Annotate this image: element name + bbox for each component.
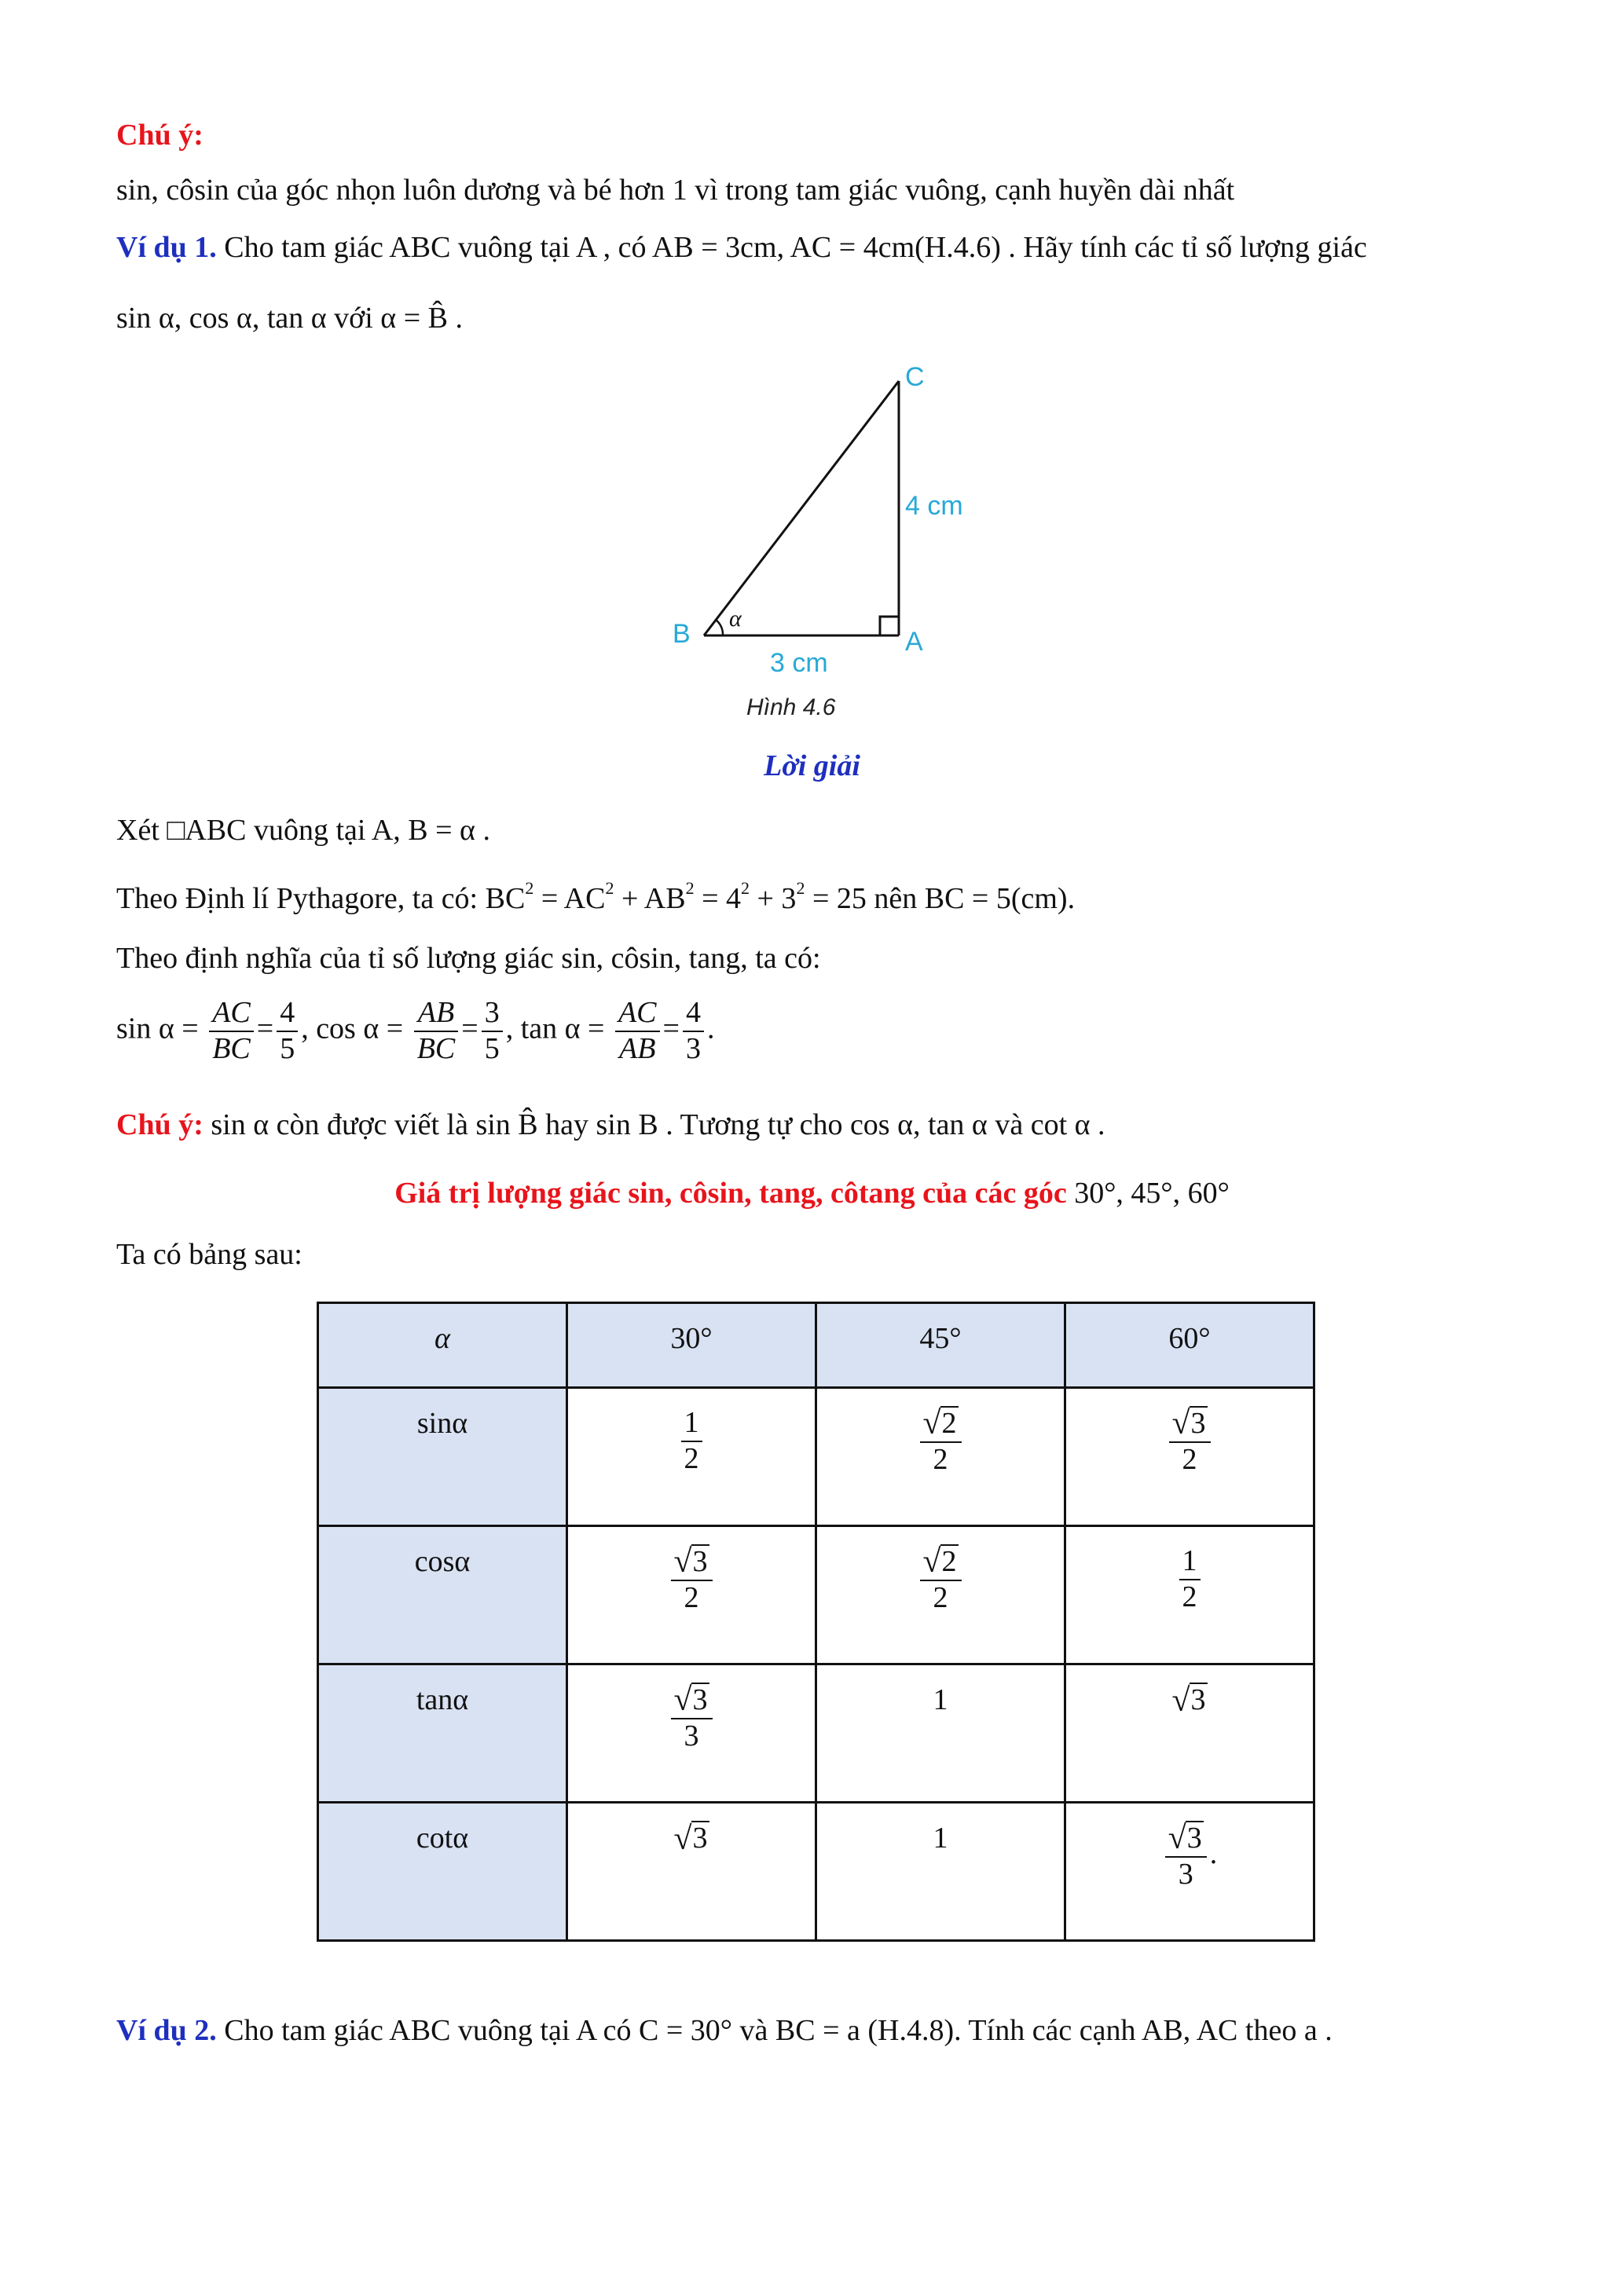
fraction-3-5: $\frac{3}{5}$ (482, 996, 503, 1066)
angle-alpha-label: α (729, 606, 742, 632)
vertex-b-label: B (673, 619, 691, 649)
header-cell: 60° (1065, 1303, 1314, 1388)
value-cell: 1 (816, 1803, 1065, 1941)
value-cell: √ 3 (1065, 1664, 1314, 1803)
value-cell: 1 (816, 1664, 1065, 1803)
table-header-row (318, 1303, 1314, 1388)
pythagore-term: = AC (533, 882, 606, 915)
value-cell: √ $\frac{3}{3}$ (567, 1664, 816, 1803)
section-title-text: Giá trị lượng giác sin, côsin, tang, côtang của các góc (394, 1177, 1067, 1210)
equals: = (662, 1012, 680, 1045)
right-angle-mark (880, 617, 899, 635)
value-cell: $\frac{1}{2}$ (567, 1388, 816, 1526)
example2-text: Cho tam giác ABC vuông tại A có C = 30° và BC = a (H.4.8). Tính các cạnh AB, AC theo a . (216, 2014, 1333, 2047)
exponent: 2 (525, 878, 534, 898)
pythagore-suffix: = 25 nên BC = 5(cm). (805, 882, 1076, 915)
exponent: 2 (685, 878, 695, 898)
side-ac-label: 4 cm (905, 491, 963, 521)
example1-label: Ví dụ 1. (116, 231, 217, 264)
solution-line1: Xét □ABC vuông tại A, B = α . (116, 814, 490, 847)
pythagore-term: + 3 (750, 882, 797, 915)
table-row (318, 1664, 1314, 1803)
exponent: 2 (741, 878, 750, 898)
trig-values-table (317, 1302, 1315, 1942)
value-cell: √ 3 (567, 1803, 816, 1941)
fraction-ac-bc: $\frac{AC}{BC}$ (209, 996, 254, 1066)
angle-arc (716, 620, 723, 635)
example2-label: Ví dụ 2. (116, 2014, 217, 2047)
exponent: 2 (605, 878, 614, 898)
table-row (318, 1388, 1314, 1526)
example1-line2: sin α, cos α, tan α với α = B̂ . (116, 302, 463, 335)
note2-heading: Chú ý: (116, 1108, 203, 1141)
side-bc (704, 381, 899, 635)
value-cell: √ $\frac{3}{2}$ (1065, 1388, 1314, 1526)
table-intro: Ta có bảng sau: (116, 1238, 302, 1271)
pythagore-term: + AB (614, 882, 686, 915)
value-cell: √ $\frac{3}{2}$ (567, 1526, 816, 1664)
example1-statement: Cho tam giác ABC vuông tại A , có AB = 3cm, AC = 4cm(H.4.6) . Hãy tính các tỉ số lượng giác (224, 231, 1367, 264)
vertex-a-label: A (905, 627, 923, 657)
note2-line (116, 1108, 1105, 1144)
section-title (0, 1176, 1624, 1212)
equals: = (256, 1012, 274, 1045)
row-label: tanα (318, 1664, 567, 1803)
header-cell: 45° (816, 1303, 1065, 1388)
table-row (318, 1803, 1314, 1941)
triangle-figure (668, 357, 982, 734)
solution-title: Lời giải (764, 749, 860, 782)
value-cell: $\frac{1}{2}$ (1065, 1526, 1314, 1664)
ratio-formulas (116, 996, 714, 1066)
note-heading: Chú ý: (116, 119, 203, 152)
value-cell: √ $\frac{3}{3}$ . (1065, 1803, 1314, 1941)
row-label: sinα (318, 1388, 567, 1526)
fraction-ab-bc: $\frac{AB}{BC}$ (414, 996, 459, 1066)
pythagore-prefix: Theo Định lí Pythagore, ta có: BC (116, 882, 526, 915)
side-ab-label: 3 cm (770, 648, 828, 678)
note-text: sin, côsin của góc nhọn luôn dương và bé hơn 1 vì trong tam giác vuông, cạnh huyền dài nhất (116, 174, 1235, 207)
sin-lhs: sin α = (116, 1012, 199, 1045)
vertex-c-label: C (905, 362, 925, 392)
table-row (318, 1526, 1314, 1664)
fraction-ac-ab: $\frac{AC}{AB}$ (615, 996, 660, 1066)
value-cell: √ $\frac{2}{2}$ (816, 1388, 1065, 1526)
fraction-4-5: $\frac{4}{5}$ (277, 996, 298, 1066)
cos-lhs: , cos α = (301, 1012, 404, 1045)
pythagore-term: = 4 (694, 882, 741, 915)
equals: = (461, 1012, 478, 1045)
value-cell: √ $\frac{2}{2}$ (816, 1526, 1065, 1664)
note2-text: sin α còn được viết là sin B̂ hay sin B . Tương tự cho cos α, tan α và cot α . (203, 1108, 1105, 1141)
header-cell: α (318, 1303, 567, 1388)
example1-line1 (116, 230, 1367, 266)
exponent: 2 (796, 878, 805, 898)
period: . (706, 1012, 715, 1045)
section-angles: 30°, 45°, 60° (1066, 1177, 1230, 1210)
solution-line3: Theo định nghĩa của tỉ số lượng giác sin, côsin, tang, ta có: (116, 942, 821, 975)
figure-caption: Hình 4.6 (746, 694, 836, 720)
pythagore-line (116, 878, 1075, 917)
row-label: cosα (318, 1526, 567, 1664)
header-cell: 30° (567, 1303, 816, 1388)
row-label: cotα (318, 1803, 567, 1941)
fraction-4-3: $\frac{4}{3}$ (683, 996, 704, 1066)
tan-lhs: , tan α = (505, 1012, 605, 1045)
example2-line (116, 2013, 1333, 2049)
